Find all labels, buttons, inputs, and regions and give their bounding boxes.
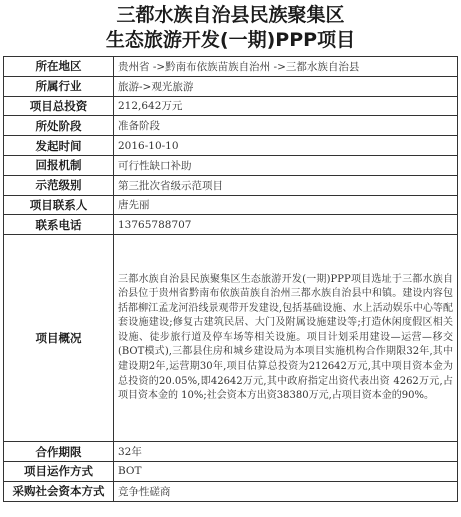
operation-mode-label: 项目运作方式 <box>4 461 114 481</box>
industry-value: 旅游->观光旅游 <box>114 76 458 96</box>
table-row-return-mechanism <box>4 155 458 175</box>
stage-value: 准备阶段 <box>114 116 458 136</box>
contact-value: 唐先丽 <box>114 195 458 215</box>
demo-level-label: 示范级别 <box>4 175 114 195</box>
start-date-value: 2016-10-10 <box>114 136 458 156</box>
start-date-label: 发起时间 <box>4 136 114 156</box>
investment-value: 212,642万元 <box>114 96 458 116</box>
term-label: 合作期限 <box>4 442 114 462</box>
table-row-contact <box>4 195 458 215</box>
return-mechanism-label: 回报机制 <box>4 155 114 175</box>
phone-value: 13765788707 <box>114 215 458 235</box>
stage-label: 所处阶段 <box>4 116 114 136</box>
region-label: 所在地区 <box>4 57 114 77</box>
industry-label: 所属行业 <box>4 76 114 96</box>
title-line-1: 三都水族自治县民族聚集区 <box>116 4 345 26</box>
table-row-industry <box>4 76 458 96</box>
table-row-stage <box>4 116 458 136</box>
table-row-demo-level <box>4 175 458 195</box>
overview-text: 三都水族自治县民族聚集区生态旅游开发(一期)PPP项目选址于三都水族自治县位于贵州省黔南布依族苗族自治州三都水族自治县中和镇。建设内容包括都柳江孟龙河沿线景观带开发建设,包括基础设施、水上活动娱乐中心等配套设施建设;修复古建筑民居、大门及附属设施建设等;打造休闲度假区相关设施、徒步旅行道及停车场等相关设施。项目计划采用建设—运营—移交(BOT模式),三都县住房和城乡建设局为本项目实施机构合作期限32年,其中建设期2年,运营期30年,项目估算总投资为212642万元,其中项目资本金为总投资的20.05%,即42642万元,其中政府指定出资代表出资 4262万元,占项目资本金的 10%;社会资本方出资38380万元,占项目资本金的90%。 <box>114 235 458 442</box>
region-value: 贵州省 ->黔南布依族苗族自治州 ->三都水族自治县 <box>114 57 458 77</box>
table-row-region <box>4 57 458 77</box>
table-row-investment <box>4 96 458 116</box>
overview-label: 项目概况 <box>4 235 114 442</box>
table-row-start-date <box>4 136 458 156</box>
demo-level-value: 第三批次省级示范项目 <box>114 175 458 195</box>
table-row-operation-mode <box>4 461 458 481</box>
procurement-label: 采购社会资本方式 <box>4 481 114 501</box>
table-row-term <box>4 442 458 462</box>
project-info-table <box>3 56 458 502</box>
title-line-2: 生态旅游开发(一期)PPP项目 <box>105 29 356 51</box>
table-row-overview <box>4 235 458 442</box>
contact-label: 项目联系人 <box>4 195 114 215</box>
phone-label: 联系电话 <box>4 215 114 235</box>
return-mechanism-value: 可行性缺口补助 <box>114 155 458 175</box>
table-row-procurement <box>4 481 458 501</box>
term-value: 32年 <box>114 442 458 462</box>
document-title <box>0 0 461 53</box>
investment-label: 项目总投资 <box>4 96 114 116</box>
operation-mode-value: BOT <box>114 461 458 481</box>
table-row-phone <box>4 215 458 235</box>
procurement-value: 竞争性磋商 <box>114 481 458 501</box>
